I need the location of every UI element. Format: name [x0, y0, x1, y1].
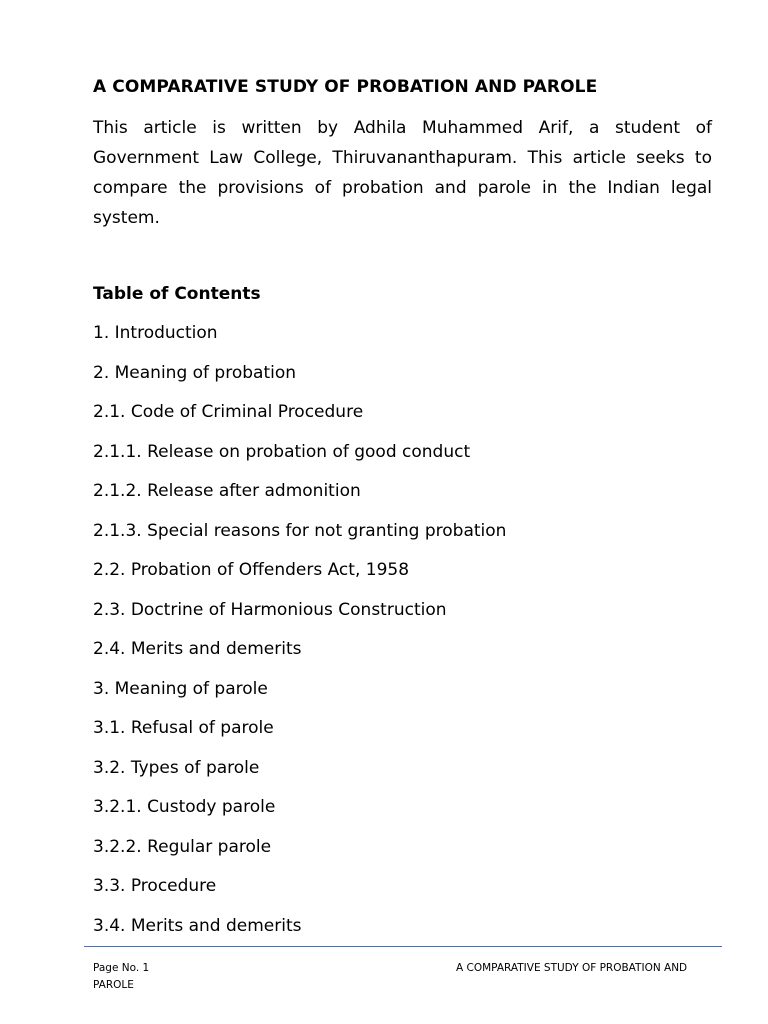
toc-item: 2.4. Merits and demerits	[93, 639, 302, 659]
toc-item: 3.2.2. Regular parole	[93, 836, 272, 857]
toc-item: 3.2.1. Custody parole	[93, 797, 276, 817]
table-of-contents	[93, 322, 506, 954]
footer-divider	[84, 946, 722, 947]
page-footer	[93, 960, 698, 991]
toc-item: 2. Meaning of probation	[93, 362, 297, 383]
toc-item: 2.1. Code of Criminal Procedure	[93, 402, 364, 422]
running-header: A COMPARATIVE STUDY OF PROBATION AND	[456, 962, 688, 974]
toc-item: 1. Introduction	[93, 323, 218, 343]
intro-paragraph: This article is written by Adhila Muhammed Arif, a student of Government Law College, Thiruvananthapuram. This article seeks to compare the provisions of probation and parole in the Indian legal system.	[93, 118, 712, 228]
toc-item: 2.1.3. Special reasons for not granting probation	[93, 520, 507, 541]
toc-item: 2.1.1. Release on probation of good conduct	[93, 441, 471, 462]
toc-item: 3.4. Merits and demerits	[93, 915, 302, 936]
toc-item: 3.1. Refusal of parole	[93, 718, 274, 738]
toc-item: 3.2. Types of parole	[93, 757, 260, 778]
toc-item: 2.2. Probation of Offenders Act, 1958	[93, 560, 410, 580]
toc-heading: Table of Contents	[93, 284, 261, 304]
toc-item: 3.3. Procedure	[93, 876, 217, 896]
running-header-continued: PAROLE	[93, 979, 134, 991]
toc-item: 3. Meaning of parole	[93, 678, 268, 699]
page-number: Page No. 1	[93, 962, 150, 974]
document-title: A COMPARATIVE STUDY OF PROBATION AND PAROLE	[93, 77, 598, 97]
toc-item: 2.3. Doctrine of Harmonious Construction	[93, 599, 447, 620]
toc-item: 2.1.2. Release after admonition	[93, 481, 361, 501]
